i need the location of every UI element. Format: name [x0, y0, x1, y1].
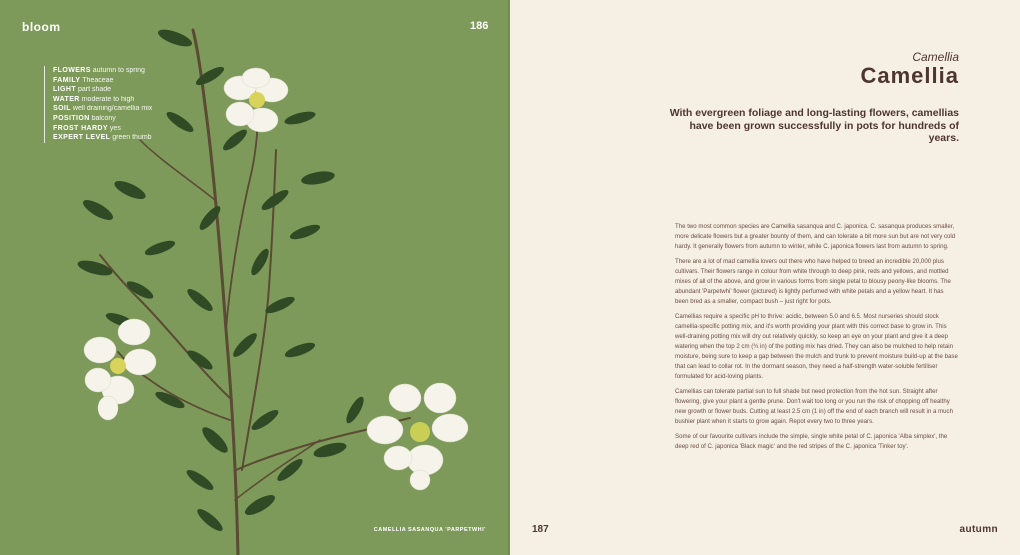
fact-key: WATER	[53, 95, 80, 103]
fact-key: EXPERT LEVEL	[53, 134, 111, 142]
fact-key: FLOWERS	[53, 67, 91, 74]
page-number-right: 187	[532, 524, 549, 535]
fact-value: green thumb	[112, 134, 152, 142]
fact-value: part shade	[77, 86, 112, 94]
fact-key: POSITION	[53, 114, 90, 122]
right-page	[510, 0, 1020, 555]
fact-value: balcony	[91, 114, 116, 122]
body-paragraph: Camellias can tolerate partial sun to full shade but need protection from the hot sun. Straight after flowering, give your plant a gentle prune. Don't wait too long or you run the risk of chopping off healthy new growth or flower buds. Cutting at least 2.5 cm (1 in) off the end of each branch will result in a much bushier plant when it starts to grow again. Repot every two to three years.	[675, 388, 953, 425]
body-paragraph: Some of our favourite cultivars include the simple, single white petal of C. japonica 'Alba simplex', the deep red of C. japonica 'Black magic' and the red stripes of the C. japonica 'Tinker toy'.	[675, 433, 948, 450]
fact-value: Theaceae	[82, 76, 114, 84]
fact-row	[53, 114, 152, 124]
intro-text: With evergreen foliage and long-lasting flowers, camellias have been grown successfully in pots for hundreds of years.	[669, 107, 959, 144]
page-title: Camellia	[860, 63, 959, 88]
flower-top	[224, 68, 288, 132]
fact-value: moderate to high	[81, 95, 135, 103]
fact-key: SOIL	[53, 105, 71, 113]
fact-value: yes	[109, 124, 121, 132]
fact-row	[53, 104, 152, 114]
photo-caption: CAMELLIA SASANQUA 'PARPETWHI'	[373, 527, 486, 533]
fact-row	[53, 66, 152, 76]
flower-right	[367, 383, 468, 490]
fact-key: FAMILY	[53, 76, 81, 84]
fact-row	[53, 95, 152, 105]
fact-key: FROST HARDY	[53, 124, 108, 132]
latin-name: Camellia	[912, 50, 959, 64]
fact-value: well draining/camellia mix	[72, 105, 153, 113]
fact-value: autumn to spring	[92, 67, 145, 74]
fact-row	[53, 124, 152, 134]
running-head-left: bloom	[22, 20, 61, 34]
fact-key: LIGHT	[53, 86, 76, 94]
fact-row	[53, 133, 152, 143]
flower-left	[84, 319, 156, 420]
body-paragraph: There are a lot of mad camellia lovers out there who have helped to breed an incredible 20,000 plus cultivars. Their flowers range in colour from white through to deep pink, reds and yellows, and mottled mixes of all of the above, and grow in various forms from single petal to blousy peony-like blooms. The abundant 'Parpetwhi' flower (pictured) is lightly perfumed with white petals and a yellow heart. It has been bred as a smaller, compact bush – just right for pots.	[675, 258, 951, 305]
fact-row	[53, 76, 152, 86]
running-head-right: autumn	[959, 524, 998, 535]
page-number-left: 186	[470, 20, 489, 32]
body-paragraph: The two most common species are Camellia sasanqua and C. japonica. C. sasanqua produces smaller, more delicate flowers but a greater bounty of them, and can tolerate a bit more sun but are not very cold hardy. It generally flowers from autumn to winter, while C. japonica flowers last from autumn to spring.	[675, 223, 956, 250]
fact-row	[53, 85, 152, 95]
plant-facts	[44, 66, 152, 143]
body-paragraph: Camellias require a specific pH to thrive: acidic, between 5.0 and 6.5. Most nurseries should stock camellia-specific potting mix, and it's worth providing your plant with this correct base to grow in. This well-draining potting mix will dry out relatively quickly, so keep an eye on your plant and give it a deep watering when the top 2 cm (¾ in) of the potting mix has dried. They can also be mulched to help retain moisture, being sure to keep a gap between the mulch and trunk to prevent moisture build-up at the base that can lead to collar rot. In the dormant season, they need a half-strength water-soluble fertiliser formulated for acid-loving plants.	[675, 313, 958, 380]
body-text	[675, 222, 958, 457]
